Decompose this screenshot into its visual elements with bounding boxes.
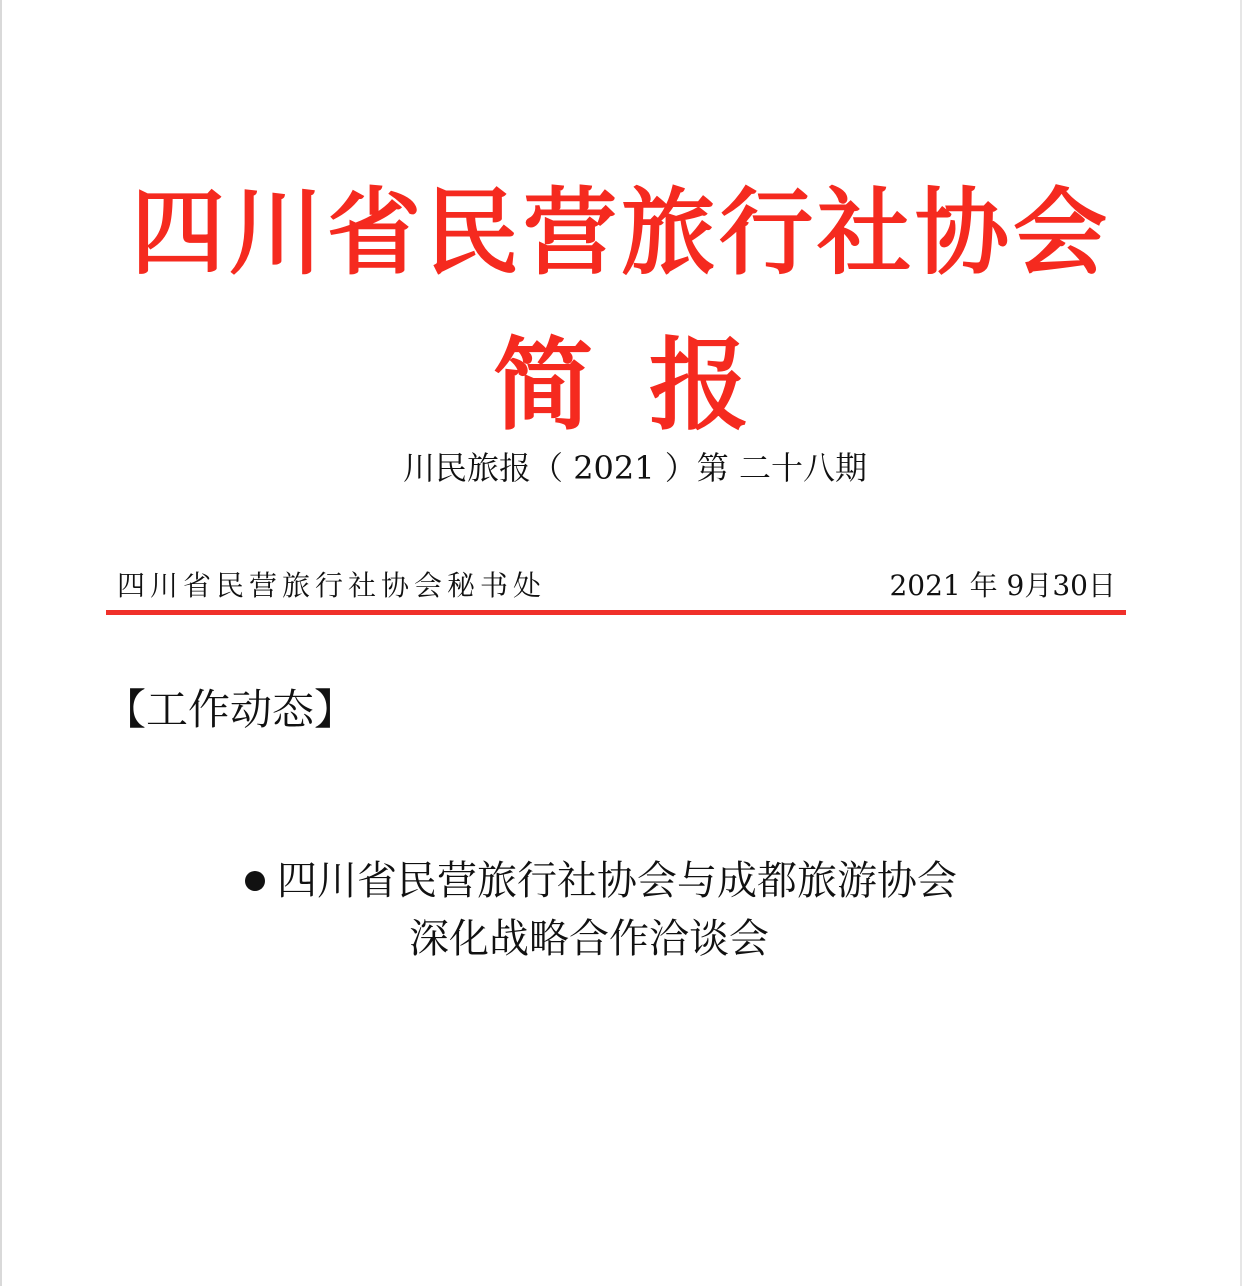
headline-line-2: 深化战略合作洽谈会 xyxy=(409,916,769,962)
issue-date: 2021 年 9月30日 xyxy=(889,569,1116,602)
headline-line-1: 四川省民营旅行社协会与成都旅游协会 xyxy=(277,858,957,904)
headline-line-1-row xyxy=(245,852,1125,910)
bullet-dot-icon xyxy=(245,871,265,891)
masthead-brief-title: 简报 xyxy=(493,326,805,444)
masthead-divider xyxy=(106,610,1126,615)
issue-number: 川民旅报（ 2021 ）第 二十八期 xyxy=(403,449,867,487)
issuer-name: 四川省民营旅行社协会秘书处 xyxy=(117,569,547,602)
section-heading: 【工作动态】 xyxy=(104,685,357,734)
article-headline xyxy=(245,852,1125,968)
masthead-org-title: 四川省民营旅行社协会 xyxy=(130,178,1111,288)
